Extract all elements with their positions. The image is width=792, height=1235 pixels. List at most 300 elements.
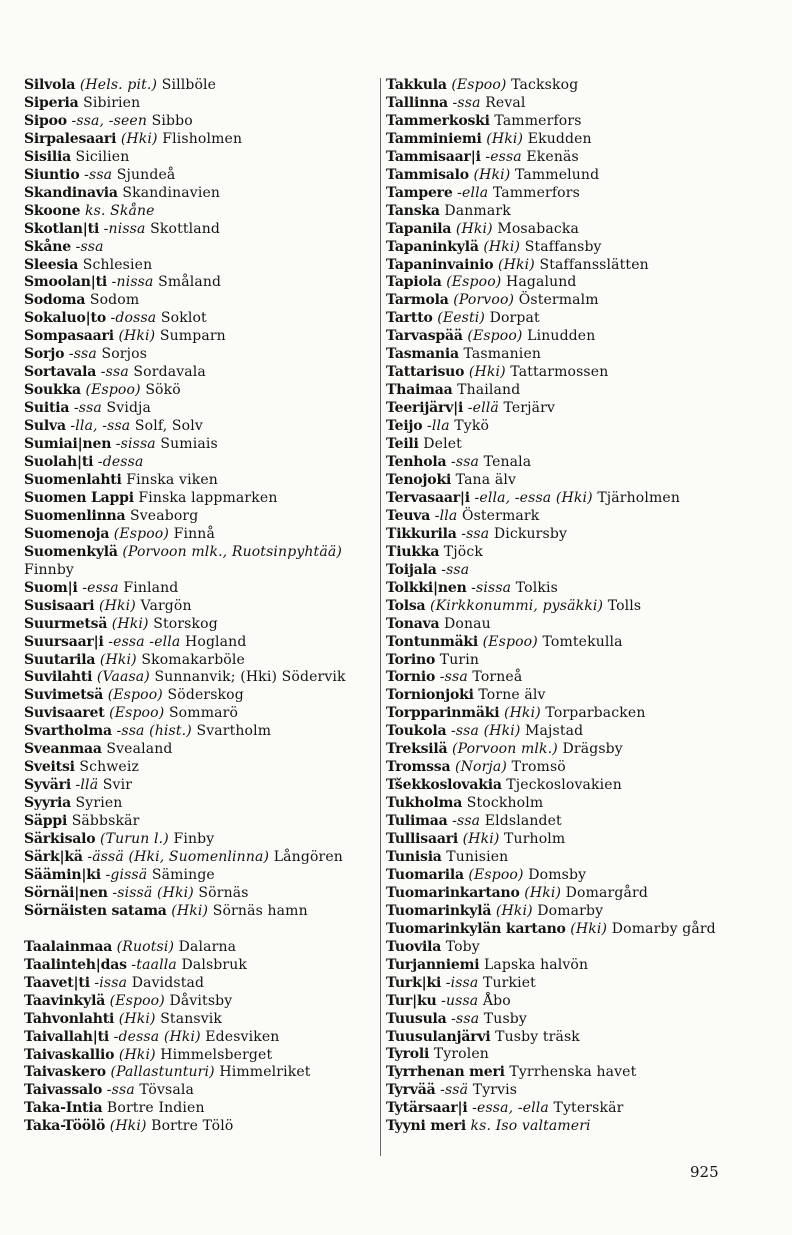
dictionary-entry — [24, 903, 378, 921]
entry-grammar: (Hki) — [166, 902, 209, 919]
entry-translation: Finnå — [169, 525, 215, 542]
entry-translation: Sillböle — [157, 77, 217, 93]
entry-headword: Tammisaar|i — [386, 148, 481, 165]
entry-headword: Svartholma — [24, 723, 112, 740]
entry-headword: Tšekkoslovakia — [386, 777, 502, 794]
entry-translation: Tasmanien — [458, 346, 542, 363]
dictionary-entry — [24, 759, 378, 777]
entry-headword: Skåne — [24, 238, 71, 255]
section-gap — [24, 921, 378, 939]
entry-headword: Tervasaar|i — [386, 489, 470, 506]
entry-headword: Tuusulanjärvi — [386, 1028, 491, 1045]
entry-headword: Tyrrhenan meri — [386, 1064, 505, 1081]
dictionary-entry — [386, 687, 746, 705]
entry-translation: Sjundeå — [112, 166, 176, 183]
entry-headword: Tuomarinkartano — [386, 884, 520, 901]
dictionary-entry — [386, 185, 746, 203]
entry-grammar: -ssa — [446, 454, 480, 471]
entry-headword: Suursaar|i — [24, 633, 104, 650]
dictionary-entry — [386, 831, 746, 849]
dictionary-entry — [24, 257, 378, 275]
entry-grammar: -ella — [452, 184, 489, 201]
entry-headword: Sisilia — [24, 148, 71, 165]
dictionary-entry — [386, 436, 746, 454]
entry-grammar: -sissa — [111, 436, 156, 453]
entry-headword: Sirpalesaari — [24, 130, 117, 147]
dictionary-entry — [386, 580, 746, 598]
entry-grammar: -gissä — [100, 866, 148, 883]
entry-translation: Tromsö — [507, 759, 566, 776]
dictionary-entry — [386, 885, 746, 903]
entry-translation: Tykö — [449, 418, 490, 435]
entry-translation: Svartholm — [191, 723, 272, 740]
entry-headword: Smoolan|ti — [24, 274, 108, 291]
entry-translation: Tövsala — [134, 1082, 194, 1099]
dictionary-entry — [24, 795, 378, 813]
entry-headword: Syyria — [24, 795, 71, 812]
entry-translation: Torparbacken — [540, 705, 646, 722]
dictionary-entry — [386, 131, 746, 149]
entry-grammar: (Porvoo) — [448, 292, 515, 309]
dictionary-entry — [386, 472, 746, 490]
entry-translation: Bortre Tölö — [146, 1118, 234, 1135]
dictionary-entry — [386, 239, 746, 257]
entry-headword: Tytärsaar|i — [386, 1100, 468, 1117]
entry-grammar: -essa -ella — [103, 633, 181, 650]
dictionary-entry — [24, 849, 378, 867]
entry-headword: Tiukka — [386, 543, 440, 560]
dictionary-entry — [24, 669, 378, 687]
entry-translation: Sordavala — [128, 364, 206, 381]
entry-headword: Sörnäisten satama — [24, 902, 167, 919]
entry-translation: Tolkis — [511, 579, 558, 596]
entry-translation: Tjärholmen — [592, 489, 681, 506]
entry-headword: Suvilahti — [24, 669, 93, 686]
entry-headword: Taivassalo — [24, 1082, 103, 1099]
entry-translation: Sveaborg — [125, 507, 199, 524]
dictionary-entry — [24, 616, 378, 634]
entry-headword: Tahvonlahti — [24, 1010, 115, 1027]
entry-headword: Suomenlahti — [24, 471, 122, 488]
dictionary-entry — [24, 221, 378, 239]
dictionary-entry — [24, 526, 378, 544]
entry-headword: Suurmetsä — [24, 615, 108, 632]
entry-headword: Tuomarila — [386, 866, 464, 883]
dictionary-entry — [386, 813, 746, 831]
entry-translation: Turin — [435, 651, 480, 668]
dictionary-entry — [386, 598, 746, 616]
entry-translation: Dickursby — [489, 525, 568, 542]
dictionary-entry — [386, 759, 746, 777]
entry-translation: Sicilien — [70, 148, 130, 165]
dictionary-entry — [386, 723, 746, 741]
entry-translation: Sibirien — [78, 94, 141, 111]
entry-headword: Tapaninkylä — [386, 238, 479, 255]
entry-grammar: -ssa, -seen — [66, 112, 148, 129]
entry-grammar: -ussa — [436, 992, 479, 1009]
entry-headword: Suomen Lappi — [24, 489, 134, 506]
entry-grammar: (Espoo) — [463, 866, 524, 883]
dictionary-entry — [24, 885, 378, 903]
entry-translation: Svealand — [101, 741, 173, 758]
entry-translation: Åbo — [478, 992, 511, 1009]
dictionary-entry — [386, 849, 746, 867]
entry-headword: Tolkki|nen — [386, 579, 467, 596]
entry-grammar: -issa — [89, 974, 128, 991]
entry-headword: Teuva — [386, 507, 431, 524]
entry-translation: Tyrvis — [468, 1082, 518, 1099]
dictionary-entry — [24, 1118, 378, 1136]
dictionary-entry — [386, 274, 746, 292]
entry-translation: Ekenäs — [521, 148, 579, 165]
entry-headword: Suutarila — [24, 651, 96, 668]
entry-translation: Säbbskär — [67, 813, 140, 830]
entry-grammar: (Hki) — [481, 130, 524, 147]
entry-translation: Linudden — [522, 328, 596, 345]
dictionary-entry — [24, 149, 378, 167]
entry-grammar: -ssa — [447, 813, 481, 830]
dictionary-entry — [386, 454, 746, 472]
entry-headword: Sodoma — [24, 292, 86, 309]
dictionary-entry — [24, 598, 378, 616]
entry-headword: Tenhola — [386, 454, 447, 471]
entry-headword: Tyyni meri — [386, 1118, 466, 1135]
entry-headword: Sorjo — [24, 346, 65, 363]
entry-headword: Taivallah|ti — [24, 1028, 110, 1045]
entry-translation: Ekudden — [523, 130, 592, 147]
entry-translation: Tusby träsk — [490, 1028, 580, 1045]
entry-translation: Tolls — [603, 597, 642, 614]
entry-grammar: -nissa — [99, 220, 146, 237]
entry-grammar: (Hki) — [565, 920, 608, 937]
entry-grammar: -ellä — [463, 400, 499, 417]
entry-grammar: (Vaasa) — [92, 669, 150, 686]
entry-list-t — [24, 939, 378, 1136]
entry-grammar: -ssa — [446, 1010, 480, 1027]
entry-translation: Skomakarböle — [136, 651, 245, 668]
entry-grammar: (Ruotsi) — [112, 938, 175, 955]
entry-translation: Dåvitsby — [164, 992, 233, 1009]
entry-translation: Edesviken — [200, 1028, 280, 1045]
entry-translation: Himmelriket — [214, 1064, 311, 1081]
entry-translation: Östermark — [457, 507, 540, 524]
entry-headword: Tromssa — [386, 759, 451, 776]
dictionary-entry — [386, 652, 746, 670]
entry-translation: Hagalund — [501, 274, 577, 291]
entry-headword: Taka-Intia — [24, 1100, 103, 1117]
dictionary-entry — [24, 777, 378, 795]
entry-translation: Torneå — [467, 669, 523, 686]
dictionary-entry — [386, 616, 746, 634]
entry-headword: Taavet|ti — [24, 974, 90, 991]
entry-grammar: -ssa — [79, 166, 113, 183]
entry-translation: Sökö — [140, 382, 181, 399]
entry-translation: Långören — [269, 848, 343, 865]
entry-translation: Schweiz — [74, 759, 139, 776]
entry-headword: Toijala — [386, 561, 437, 578]
dictionary-entry — [386, 993, 746, 1011]
entry-headword: Tur|ku — [386, 992, 437, 1009]
entry-grammar: (Porvoon mlk., Ruotsinpyhtää) — [117, 543, 342, 560]
entry-grammar: -dossa — [105, 310, 157, 327]
entry-headword: Teijo — [386, 418, 423, 435]
entry-grammar: (Hki) — [113, 328, 156, 345]
entry-grammar: (Norja) — [450, 759, 508, 776]
dictionary-entry — [386, 490, 746, 508]
entry-headword: Tuovila — [386, 938, 442, 955]
dictionary-entry — [24, 1064, 378, 1082]
entry-grammar: (Kirkkonummi, pysäkki) — [425, 597, 604, 614]
dictionary-entry — [386, 328, 746, 346]
entry-headword: Teili — [386, 436, 419, 453]
entry-headword: Tikkurila — [386, 525, 457, 542]
dictionary-entry — [24, 544, 378, 580]
dictionary-entry — [24, 490, 378, 508]
entry-grammar: (Espoo) — [105, 992, 165, 1009]
entry-translation: Finby — [168, 831, 215, 848]
entry-grammar: -ssa — [64, 346, 97, 363]
entry-grammar: (Espoo) — [109, 525, 170, 542]
entry-headword: Torino — [386, 651, 436, 668]
entry-translation: Tomtekulla — [537, 633, 623, 650]
dictionary-entry — [386, 957, 746, 975]
entry-headword: Sveanmaa — [24, 741, 102, 758]
dictionary-entry — [24, 95, 378, 113]
entry-headword: Tammerkoski — [386, 112, 490, 129]
entry-grammar: -dessa (Hki) — [109, 1028, 201, 1045]
dictionary-entry — [24, 454, 378, 472]
entry-headword: Tornio — [386, 669, 436, 686]
entry-translation: Söderskog — [162, 687, 244, 704]
dictionary-entry — [386, 508, 746, 526]
entry-headword: Särk|kä — [24, 848, 83, 865]
entry-grammar: (Turun l.) — [95, 831, 169, 848]
entry-translation: Dalarna — [174, 938, 237, 955]
entry-translation: Flisholmen — [157, 130, 243, 147]
entry-headword: Thaimaa — [386, 382, 453, 399]
entry-translation: Tenala — [479, 454, 532, 471]
dictionary-entry — [386, 544, 746, 562]
dictionary-entry — [24, 1100, 378, 1118]
entry-grammar: (Hki) — [114, 1010, 156, 1027]
dictionary-entry — [24, 346, 378, 364]
entry-translation: Dorpat — [484, 310, 540, 327]
entry-translation: Tunisien — [441, 848, 509, 865]
entry-grammar: (Espoo) — [446, 77, 507, 93]
entry-translation: Turholm — [499, 831, 566, 848]
dictionary-entry — [386, 310, 746, 328]
entry-translation: Småland — [153, 274, 222, 291]
dictionary-entry — [24, 508, 378, 526]
entry-headword: Säämin|ki — [24, 866, 101, 883]
entry-translation: Eldslandet — [480, 813, 562, 830]
page-number: 925 — [690, 1163, 719, 1181]
entry-grammar: (Espoo) — [478, 633, 538, 650]
entry-translation: Reval — [480, 94, 526, 111]
dictionary-entry — [386, 364, 746, 382]
dictionary-entry — [24, 1082, 378, 1100]
entry-headword: Sleesia — [24, 256, 79, 273]
entry-headword: Tullisaari — [386, 831, 458, 848]
entry-grammar: -llä — [70, 777, 99, 794]
entry-grammar: (Hki) — [491, 902, 533, 919]
dictionary-entry — [386, 167, 746, 185]
entry-translation: Hogland — [180, 633, 247, 650]
entry-headword: Toukola — [386, 723, 447, 740]
dictionary-entry — [24, 1047, 378, 1065]
entry-headword: Tyroli — [386, 1046, 430, 1063]
right-column — [386, 77, 746, 1136]
entry-grammar: -ssa — [69, 400, 102, 417]
entry-translation: Tammerfors — [488, 184, 580, 201]
entry-headword: Tuomarinkylä — [386, 902, 492, 919]
dictionary-entry — [24, 813, 378, 831]
entry-headword: Skoone — [24, 202, 81, 219]
entry-grammar: (Hki) — [107, 615, 149, 632]
entry-headword: Suom|i — [24, 579, 78, 596]
entry-headword: Tasmania — [386, 346, 459, 363]
entry-translation: Danmark — [439, 202, 511, 219]
dictionary-entry — [386, 1082, 746, 1100]
dictionary-entry — [386, 77, 746, 95]
entry-headword: Särkisalo — [24, 831, 96, 848]
dictionary-entry — [24, 975, 378, 993]
dictionary-entry — [24, 472, 378, 490]
entry-translation: Tyterskär — [548, 1100, 624, 1117]
entry-translation: Dalsbruk — [176, 956, 248, 973]
entry-headword: Sumiai|nen — [24, 436, 112, 453]
entry-translation: Tana älv — [451, 471, 517, 488]
entry-headword: Suomenlinna — [24, 507, 126, 524]
entry-grammar: (Hki) — [468, 166, 511, 183]
dictionary-entry — [24, 364, 378, 382]
dictionary-entry — [24, 1029, 378, 1047]
entry-headword: Sokaluo|to — [24, 310, 106, 327]
entry-translation: Finska lappmarken — [133, 489, 278, 506]
entry-translation: Sörnäs — [193, 884, 249, 901]
entry-headword: Tammisalo — [386, 166, 469, 183]
entry-headword: Tuomarinkylän kartano — [386, 920, 566, 937]
dictionary-entry — [24, 957, 378, 975]
entry-grammar: ks. Skåne — [80, 202, 155, 219]
entry-headword: Suvisaaret — [24, 705, 105, 722]
entry-translation: Solf, Solv — [130, 418, 203, 435]
entry-grammar: (Hki) — [95, 651, 137, 668]
entry-headword: Säppi — [24, 813, 68, 830]
entry-grammar: -ssä — [435, 1082, 469, 1099]
entry-translation: Domsby — [523, 866, 587, 883]
left-column — [24, 77, 378, 1136]
entry-translation: Bortre Indien — [102, 1100, 205, 1117]
entry-grammar: (Espoo) — [103, 687, 163, 704]
dictionary-entry — [386, 400, 746, 418]
entry-headword: Susisaari — [24, 597, 95, 614]
entry-headword: Skotlan|ti — [24, 220, 100, 237]
entry-grammar: -ssa — [436, 561, 470, 578]
entry-grammar: (Hki) — [499, 705, 541, 722]
dictionary-entry — [386, 418, 746, 436]
entry-translation: Sörnäs hamn — [208, 902, 308, 919]
dictionary-entry — [386, 1011, 746, 1029]
entry-grammar: -lla, -ssa — [65, 418, 131, 435]
entry-translation: Toby — [441, 938, 480, 955]
dictionary-entry — [24, 634, 378, 652]
dictionary-entry — [386, 975, 746, 993]
dictionary-entry — [386, 777, 746, 795]
entry-grammar: (Espoo) — [80, 382, 141, 399]
dictionary-entry — [386, 149, 746, 167]
entry-grammar: (Hki) — [478, 238, 521, 255]
entry-translation: Stansvik — [155, 1010, 223, 1027]
entry-headword: Takkula — [386, 77, 447, 93]
entry-headword: Tukholma — [386, 795, 463, 812]
entry-headword: Siuntio — [24, 166, 80, 183]
entry-grammar: -ssa — [435, 669, 468, 686]
entry-translation: Drägsby — [557, 741, 623, 758]
entry-translation: Staffansby — [520, 238, 602, 255]
entry-translation: Sibbo — [147, 112, 193, 129]
dictionary-entry — [24, 113, 378, 131]
dictionary-entry — [386, 203, 746, 221]
dictionary-entry — [386, 669, 746, 687]
entry-grammar: (Hki) — [458, 831, 500, 848]
dictionary-entry — [386, 292, 746, 310]
entry-headword: Sörnäi|nen — [24, 884, 108, 901]
entry-grammar: (Espoo) — [462, 328, 523, 345]
dictionary-entry — [24, 77, 378, 95]
entry-headword: Sortavala — [24, 364, 97, 381]
entry-translation: Finland — [118, 579, 179, 596]
entry-headword: Taalinteh|das — [24, 956, 127, 973]
entry-headword: Tapanila — [386, 220, 452, 237]
entry-headword: Tolsa — [386, 597, 426, 614]
entry-grammar: -ässä (Hki, Suomenlinna) — [82, 848, 270, 865]
dictionary-entry — [24, 831, 378, 849]
dictionary-entry — [24, 436, 378, 454]
entry-translation: Syrien — [70, 795, 123, 812]
entry-translation: Donau — [439, 615, 491, 632]
dictionary-entry — [24, 741, 378, 759]
entry-translation: Sumparn — [155, 328, 226, 345]
entry-headword: Tattarisuo — [386, 364, 465, 381]
entry-translation: Tusby — [479, 1010, 527, 1027]
entry-translation: Delet — [418, 436, 462, 453]
entry-translation: Thailand — [452, 382, 521, 399]
entry-headword: Silvola — [24, 77, 76, 93]
dictionary-entry — [386, 95, 746, 113]
entry-headword: Tarmola — [386, 292, 449, 309]
entry-translation: Tjöck — [439, 543, 483, 560]
entry-grammar: (Hki) — [114, 1046, 156, 1063]
dictionary-entry — [386, 921, 746, 939]
entry-translation: Sodom — [85, 292, 140, 309]
dictionary-entry — [386, 113, 746, 131]
dictionary-entry — [24, 131, 378, 149]
dictionary-entry — [24, 687, 378, 705]
dictionary-entry — [386, 526, 746, 544]
entry-translation: Sommarö — [164, 705, 239, 722]
dictionary-entry — [24, 652, 378, 670]
entry-grammar: (Hki) — [519, 884, 562, 901]
dictionary-entry — [24, 328, 378, 346]
entry-translation: Tackskog — [506, 77, 579, 93]
entry-translation: Tammerfors — [489, 112, 582, 129]
dictionary-entry — [24, 203, 378, 221]
entry-headword: Tapiola — [386, 274, 442, 291]
entry-grammar: (Espoo) — [441, 274, 502, 291]
entry-headword: Tarvaspää — [386, 328, 463, 345]
entry-grammar: (Hki) — [464, 364, 506, 381]
